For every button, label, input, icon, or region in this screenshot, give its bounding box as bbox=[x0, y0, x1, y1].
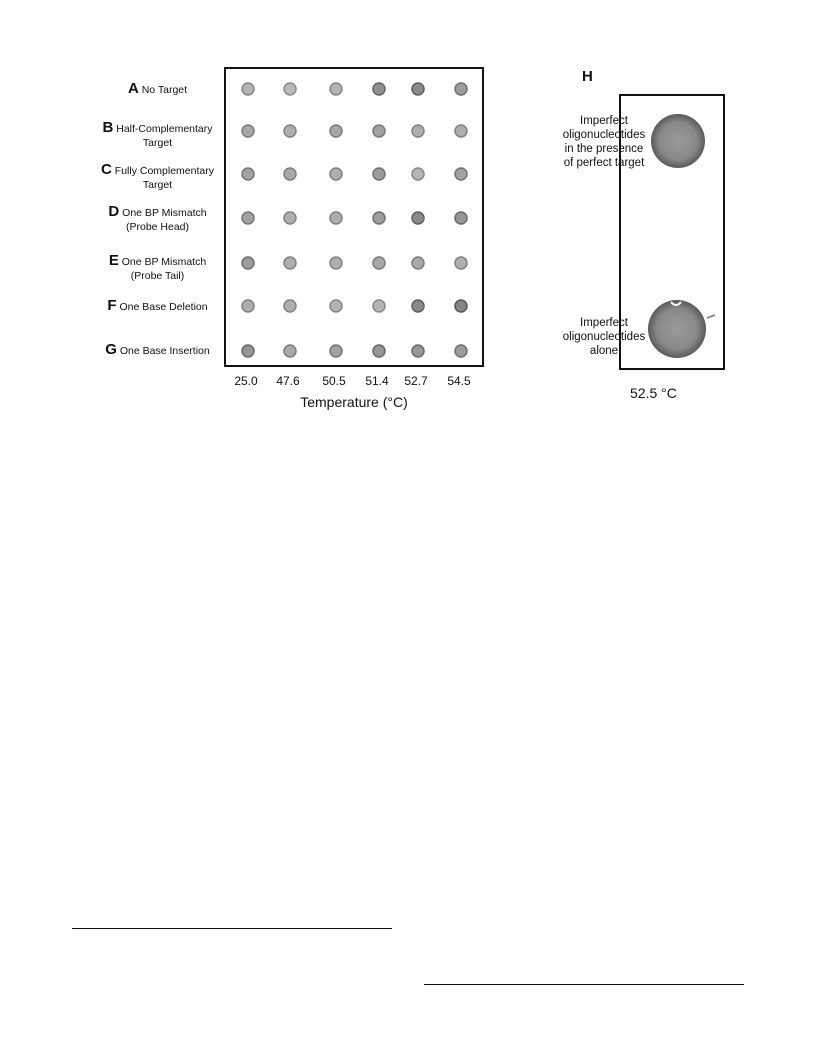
panel-h-top-label-line: of perfect target bbox=[563, 157, 645, 169]
row-label-line bbox=[90, 343, 225, 358]
row-letter: F bbox=[107, 297, 117, 314]
blot-spot bbox=[330, 212, 342, 224]
blot-spot bbox=[373, 212, 385, 224]
panel-h-temperature: 52.5 °C bbox=[630, 385, 677, 401]
blot-spot bbox=[330, 83, 342, 95]
blot-spot bbox=[455, 125, 467, 137]
blot-spot bbox=[373, 83, 385, 95]
temperature-tick: 47.6 bbox=[276, 374, 300, 388]
blot-spot bbox=[242, 125, 254, 137]
row-letter: G bbox=[105, 341, 117, 358]
blot-spot bbox=[330, 300, 342, 312]
row-label-line2: Target bbox=[142, 179, 173, 191]
blot-spot bbox=[330, 168, 342, 180]
blot-spot bbox=[330, 125, 342, 137]
x-axis-title: Temperature (°C) bbox=[300, 394, 408, 410]
blot-spot bbox=[412, 257, 424, 269]
blot-spot bbox=[242, 257, 254, 269]
blot-spot bbox=[242, 300, 254, 312]
row-label-d bbox=[90, 205, 225, 234]
row-letter: C bbox=[101, 161, 112, 178]
row-label-e bbox=[90, 254, 225, 283]
blot-spot bbox=[284, 257, 296, 269]
panel-h-bottom-label-line: alone bbox=[589, 345, 619, 357]
blot-spot bbox=[455, 212, 467, 224]
row-label-line bbox=[90, 254, 225, 269]
row-label-line bbox=[90, 82, 225, 97]
blot-spot bbox=[412, 125, 424, 137]
panel-h-bottom-label-line: oligonucleotides bbox=[562, 331, 646, 343]
blot-spot bbox=[284, 83, 296, 95]
row-label-c bbox=[90, 163, 225, 192]
panel-h-top-label-line: in the presence bbox=[564, 143, 644, 155]
row-label-a bbox=[90, 82, 225, 97]
blot-spot bbox=[242, 212, 254, 224]
row-label-f bbox=[90, 299, 225, 314]
blot-spot bbox=[242, 345, 254, 357]
temperature-ticks bbox=[224, 374, 484, 390]
panel-h-bottom-label-line: Imperfect bbox=[580, 317, 628, 329]
panel-h-top-label-line: Imperfect bbox=[580, 115, 628, 127]
blot-spot bbox=[455, 168, 467, 180]
blot-spot bbox=[284, 125, 296, 137]
blot-spot bbox=[412, 212, 424, 224]
dot-blot-spots bbox=[226, 69, 482, 365]
row-label-text: One BP Mismatch bbox=[122, 207, 207, 219]
row-letter: D bbox=[108, 203, 120, 220]
row-letter: E bbox=[108, 252, 119, 269]
row-label-text: Half-Complementary bbox=[116, 123, 213, 135]
panel-h-top-label bbox=[544, 114, 664, 170]
row-label-line2: Target bbox=[142, 137, 173, 149]
blot-spot bbox=[284, 168, 296, 180]
temperature-tick: 52.7 bbox=[404, 374, 428, 388]
blot-spot bbox=[373, 257, 385, 269]
blot-spot bbox=[412, 83, 424, 95]
row-label-line bbox=[90, 205, 225, 220]
blot-spot bbox=[455, 345, 467, 357]
temperature-tick: 25.0 bbox=[234, 374, 258, 388]
row-label-line bbox=[90, 163, 225, 178]
blot-spot bbox=[242, 168, 254, 180]
blot-spot bbox=[455, 300, 467, 312]
row-label-line2: (Probe Tail) bbox=[130, 270, 185, 282]
blot-spot bbox=[412, 300, 424, 312]
dot-blot-grid bbox=[224, 67, 484, 367]
panel-h-top-label-line: oligonucleotides bbox=[562, 129, 646, 141]
row-letter: A bbox=[127, 80, 139, 97]
blot-spot bbox=[412, 345, 424, 357]
row-label-b bbox=[90, 121, 225, 150]
blot-spot bbox=[284, 212, 296, 224]
row-label-line bbox=[90, 299, 225, 314]
blot-spot bbox=[373, 300, 385, 312]
blot-spot bbox=[284, 345, 296, 357]
temperature-tick: 51.4 bbox=[365, 374, 389, 388]
panel-h-smudge bbox=[707, 315, 715, 318]
row-label-text: No Target bbox=[141, 84, 188, 96]
temperature-tick: 50.5 bbox=[322, 374, 346, 388]
blot-spot bbox=[455, 257, 467, 269]
row-label-text: One BP Mismatch bbox=[121, 256, 207, 268]
blot-spot bbox=[373, 345, 385, 357]
blot-spot bbox=[284, 300, 296, 312]
row-label-text: One Base Insertion bbox=[119, 345, 210, 357]
blot-spot bbox=[373, 168, 385, 180]
row-label-g bbox=[90, 343, 225, 358]
footnote-rule-left bbox=[72, 928, 392, 929]
row-label-line2: (Probe Head) bbox=[125, 221, 190, 233]
row-label-text: One Base Deletion bbox=[119, 301, 208, 313]
temperature-tick: 54.5 bbox=[447, 374, 471, 388]
footnote-rule-right bbox=[424, 984, 744, 985]
blot-spot bbox=[373, 125, 385, 137]
row-label-text: Fully Complementary bbox=[114, 165, 214, 177]
blot-spot bbox=[455, 83, 467, 95]
blot-spot bbox=[330, 257, 342, 269]
blot-spot bbox=[330, 345, 342, 357]
panel-h-letter: H bbox=[582, 68, 593, 85]
row-letter: B bbox=[102, 119, 114, 136]
blot-spot bbox=[412, 168, 424, 180]
row-label-line bbox=[90, 121, 225, 136]
panel-h-bottom-label bbox=[544, 316, 664, 358]
blot-spot bbox=[242, 83, 254, 95]
